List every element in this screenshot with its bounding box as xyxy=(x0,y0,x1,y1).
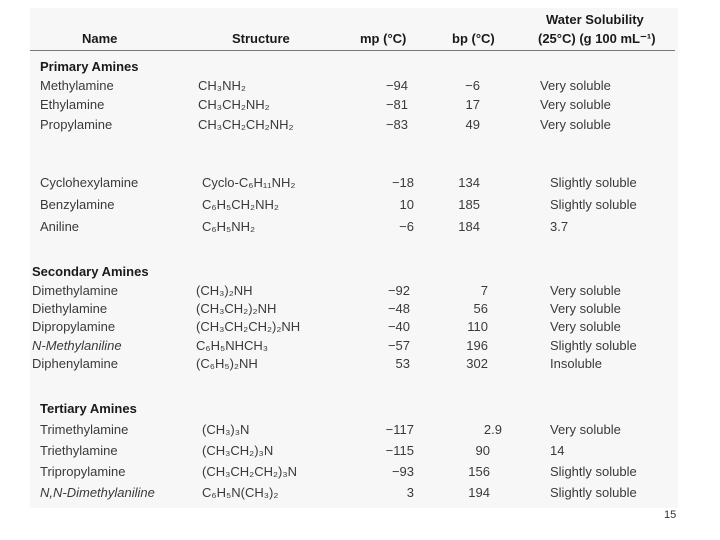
amine-name: Dipropylamine xyxy=(32,319,116,334)
amine-solubility: 14 xyxy=(550,443,565,458)
amine-bp: 184 xyxy=(458,219,480,234)
amine-solubility: 3.7 xyxy=(550,219,569,234)
section-title-secondary: Secondary Amines xyxy=(32,264,149,279)
amine-solubility: Very soluble xyxy=(540,78,611,93)
amine-structure: (C₆H₅)₂NH xyxy=(196,356,258,371)
amine-name: Ethylamine xyxy=(40,97,105,112)
amine-mp: −117 xyxy=(385,422,414,437)
amine-bp: 302 xyxy=(466,356,488,371)
table-row xyxy=(0,338,720,358)
amine-structure: C₆H₅N(CH₃)₂ xyxy=(202,485,279,500)
amine-structure: C₆H₅NH₂ xyxy=(202,219,256,234)
amine-mp: −81 xyxy=(385,97,408,112)
header-rule xyxy=(30,50,675,51)
amine-mp: −40 xyxy=(387,319,410,334)
amine-mp: 53 xyxy=(395,356,410,371)
section-title-primary: Primary Amines xyxy=(40,59,139,74)
column-header-solubility-1: Water Solubility xyxy=(546,12,644,27)
amine-name: Aniline xyxy=(40,219,80,234)
amine-mp: −6 xyxy=(399,219,414,234)
amine-name: Propylamine xyxy=(40,117,113,132)
amine-structure: (CH₃CH₂)₃N xyxy=(202,443,274,458)
amine-bp: 194 xyxy=(468,485,490,500)
table-row xyxy=(0,485,720,505)
table-row xyxy=(0,301,720,321)
amine-mp: −83 xyxy=(385,117,408,132)
amine-solubility: Very soluble xyxy=(550,283,621,298)
amine-structure: C₆H₅NHCH₃ xyxy=(196,338,269,353)
amine-solubility: Insoluble xyxy=(550,356,603,371)
amine-bp: 56 xyxy=(473,301,488,316)
amine-structure: CH₃CH₂CH₂NH₂ xyxy=(198,117,294,132)
table-row xyxy=(0,219,720,239)
table-row xyxy=(0,283,720,303)
amine-bp: 49 xyxy=(465,117,480,132)
amine-name: Diphenylamine xyxy=(32,356,118,371)
amine-structure: CH₃NH₂ xyxy=(198,78,246,93)
amine-name: Trimethylamine xyxy=(40,422,129,437)
column-header-name: Name xyxy=(82,31,118,46)
amine-name: N,N-Dimethylaniline xyxy=(40,485,155,500)
amine-bp: 110 xyxy=(467,319,488,334)
amine-solubility: Slightly soluble xyxy=(550,485,637,500)
amine-name: Cyclohexylamine xyxy=(40,175,139,190)
amine-mp: −18 xyxy=(391,175,414,190)
table-row xyxy=(0,464,720,484)
amine-structure: C₆H₅CH₂NH₂ xyxy=(202,197,279,212)
column-header-mp: mp (°C) xyxy=(360,31,407,46)
amine-mp: −115 xyxy=(385,443,414,458)
table-row xyxy=(0,175,720,195)
amine-structure: CH₃CH₂NH₂ xyxy=(198,97,270,112)
amine-name: Diethylamine xyxy=(32,301,108,316)
table-row xyxy=(0,356,720,376)
table-row xyxy=(0,422,720,442)
amine-solubility: Slightly soluble xyxy=(550,175,637,190)
amine-solubility: Very soluble xyxy=(540,97,611,112)
table-row xyxy=(0,443,720,463)
amine-name: Methylamine xyxy=(40,78,114,93)
table-row xyxy=(0,97,720,117)
amine-bp: 7 xyxy=(480,283,488,298)
amine-name: Tripropylamine xyxy=(40,464,126,479)
amine-structure: (CH₃)₂NH xyxy=(196,283,253,298)
amine-bp: 196 xyxy=(466,338,488,353)
table-row xyxy=(0,197,720,217)
amine-bp: 2.9 xyxy=(483,422,502,437)
page-number: 15 xyxy=(664,509,677,521)
amine-structure: (CH₃CH₂CH₂)₃N xyxy=(202,464,298,479)
column-header-structure: Structure xyxy=(232,31,290,46)
amine-name: Dimethylamine xyxy=(32,283,118,298)
amine-structure: (CH₃CH₂)₂NH xyxy=(196,301,277,316)
amine-bp: 156 xyxy=(468,464,490,479)
table-row xyxy=(0,319,720,339)
amine-solubility: Slightly soluble xyxy=(550,197,637,212)
amine-solubility: Very soluble xyxy=(550,422,621,437)
section-title-tertiary: Tertiary Amines xyxy=(40,401,137,416)
amine-structure: Cyclo-C₆H₁₁NH₂ xyxy=(202,175,296,190)
amine-name: Benzylamine xyxy=(40,197,115,212)
amine-solubility: Slightly soluble xyxy=(550,464,637,479)
amine-structure: (CH₃)₃N xyxy=(202,422,250,437)
amine-bp: 90 xyxy=(475,443,490,458)
table-row xyxy=(0,78,720,98)
amine-name: N-Methylaniline xyxy=(32,338,122,353)
amine-solubility: Slightly soluble xyxy=(550,338,637,353)
amine-solubility: Very soluble xyxy=(540,117,611,132)
amine-mp: −93 xyxy=(391,464,414,479)
amine-bp: 185 xyxy=(458,197,480,212)
amine-solubility: Very soluble xyxy=(550,301,621,316)
column-header-solubility-2: (25°C) (g 100 mL⁻¹) xyxy=(538,31,656,46)
amine-structure: (CH₃CH₂CH₂)₂NH xyxy=(196,319,301,334)
amine-mp: −94 xyxy=(385,78,408,93)
amine-name: Triethylamine xyxy=(40,443,118,458)
column-header-bp: bp (°C) xyxy=(452,31,495,46)
amine-mp: 3 xyxy=(406,485,414,500)
amine-mp: 10 xyxy=(399,197,414,212)
amine-bp: 17 xyxy=(465,97,480,112)
amine-solubility: Very soluble xyxy=(550,319,621,334)
amine-bp: −6 xyxy=(465,78,480,93)
amine-mp: −92 xyxy=(387,283,410,298)
amine-mp: −57 xyxy=(387,338,410,353)
amine-mp: −48 xyxy=(387,301,410,316)
table-row xyxy=(0,117,720,137)
amine-bp: 134 xyxy=(458,175,480,190)
